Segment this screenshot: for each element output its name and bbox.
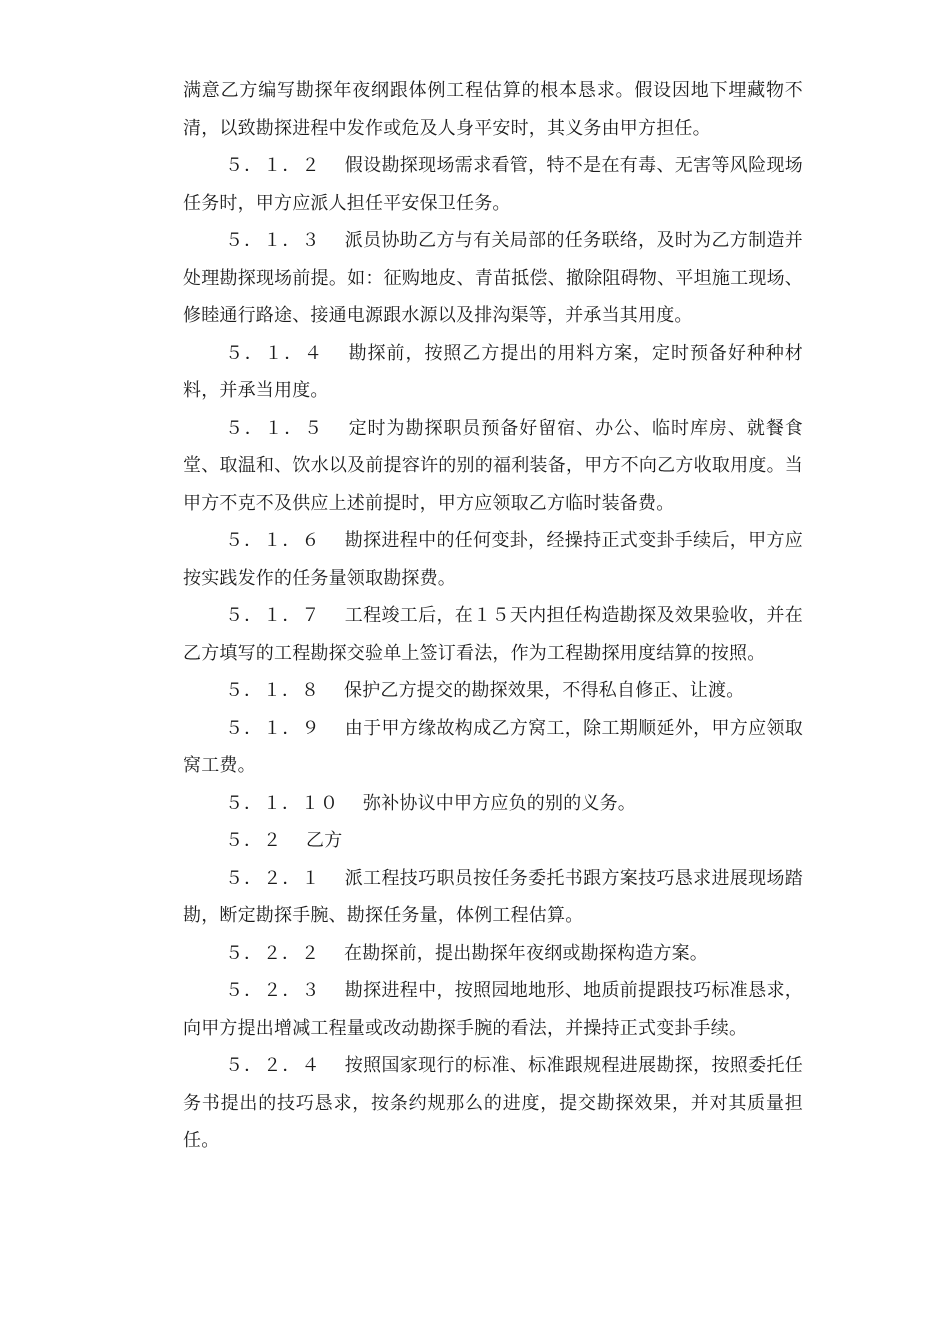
paragraph: [183, 935, 803, 973]
clause-number: ５．１．８: [225, 680, 320, 701]
paragraph: [183, 972, 803, 1047]
paragraph: [183, 672, 803, 710]
clause-number: ５．２．２: [225, 942, 320, 964]
clause-number: ５．１．６: [225, 530, 321, 551]
clause-number: ５．２: [225, 830, 282, 851]
clause-number: ５．１．４: [225, 342, 324, 364]
paragraph: [183, 222, 803, 335]
paragraph: [183, 785, 803, 823]
paragraph-text: 满意乙方编写勘探年夜纲跟体例工程估算的根本恳求。假设因地下埋藏物不清，以致勘探进程中发作或危及人身平安时，其义务由甲方担任。: [183, 80, 803, 139]
paragraph: [183, 597, 803, 672]
paragraph-text: 勘探进程中，按照园地地形、地质前提跟技巧标准恳求，向甲方提出增减工程量或改动勘探手腕的看法，并操持正式变卦手续。: [183, 980, 804, 1039]
section-heading: 乙方: [306, 830, 343, 851]
clause-number: ５．１．２: [225, 155, 321, 176]
clause-number: ５．１．５: [225, 417, 324, 439]
clause-number: ５．１．１０: [225, 792, 339, 814]
paragraph-text: 弥补协议中甲方应负的别的义务。: [363, 792, 636, 814]
paragraph-text: 在勘探前，提出勘探年夜纲或勘探构造方案。: [344, 942, 708, 964]
clause-number: ５．２．３: [225, 980, 321, 1001]
paragraph-text: 工程竣工后，在１５天内担任构造勘探及效果验收，并在乙方填写的工程勘探交验单上签订看法，作为工程勘探用度结算的按照。: [183, 605, 804, 664]
paragraph: [183, 710, 803, 785]
paragraph: [183, 522, 803, 597]
paragraph-text: 按照国家现行的标准、标准跟规程进展勘探，按照委托任务书提出的技巧恳求，按条约规那么的进度，提交勘探效果，并对其质量担任。: [183, 1055, 804, 1151]
paragraph-text: 假设勘探现场需求看管，特不是在有毒、无害等风险现场任务时，甲方应派人担任平安保卫任务。: [183, 155, 804, 214]
paragraph: [183, 335, 803, 410]
document-body: [183, 72, 803, 1160]
paragraph-text: 勘探前，按照乙方提出的用料方案，定时预备好种种材料，并承当用度。: [183, 342, 803, 401]
paragraph: [183, 147, 803, 222]
clause-number: ５．２．４: [225, 1055, 321, 1076]
paragraph: [183, 860, 803, 935]
paragraph-text: 保护乙方提交的勘探效果，不得私自修正、让渡。: [344, 680, 745, 701]
clause-number: ５．１．９: [225, 717, 321, 739]
clause-number: ５．１．７: [225, 605, 321, 626]
paragraph: [183, 410, 803, 523]
paragraph-text: 由于甲方缘故构成乙方窝工，除工期顺延外，甲方应领取窝工费。: [183, 717, 804, 776]
clause-number: ５．１．３: [225, 230, 321, 251]
clause-number: ５．２．１: [225, 867, 321, 889]
paragraph-text: 派员协助乙方与有关局部的任务联络，及时为乙方制造并处理勘探现场前提。如：征购地皮、青苗抵偿、撤除阻碍物、平坦施工现场、修睦通行路途、接通电源跟水源以及排沟渠等，并承当其用度。: [183, 230, 804, 326]
paragraph: [183, 72, 803, 147]
paragraph: [183, 822, 803, 860]
paragraph-text: 派工程技巧职员按任务委托书跟方案技巧恳求进展现场踏勘，断定勘探手腕、勘探任务量，体例工程估算。: [183, 867, 804, 926]
paragraph-text: 定时为勘探职员预备好留宿、办公、临时库房、就餐食堂、取温和、饮水以及前提容许的别的福利装备，甲方不向乙方收取用度。当甲方不克不及供应上述前提时，甲方应领取乙方临时装备费。: [183, 417, 803, 514]
paragraph-text: 勘探进程中的任何变卦，经操持正式变卦手续后，甲方应按实践发作的任务量领取勘探费。: [183, 530, 804, 589]
paragraph: [183, 1047, 803, 1160]
